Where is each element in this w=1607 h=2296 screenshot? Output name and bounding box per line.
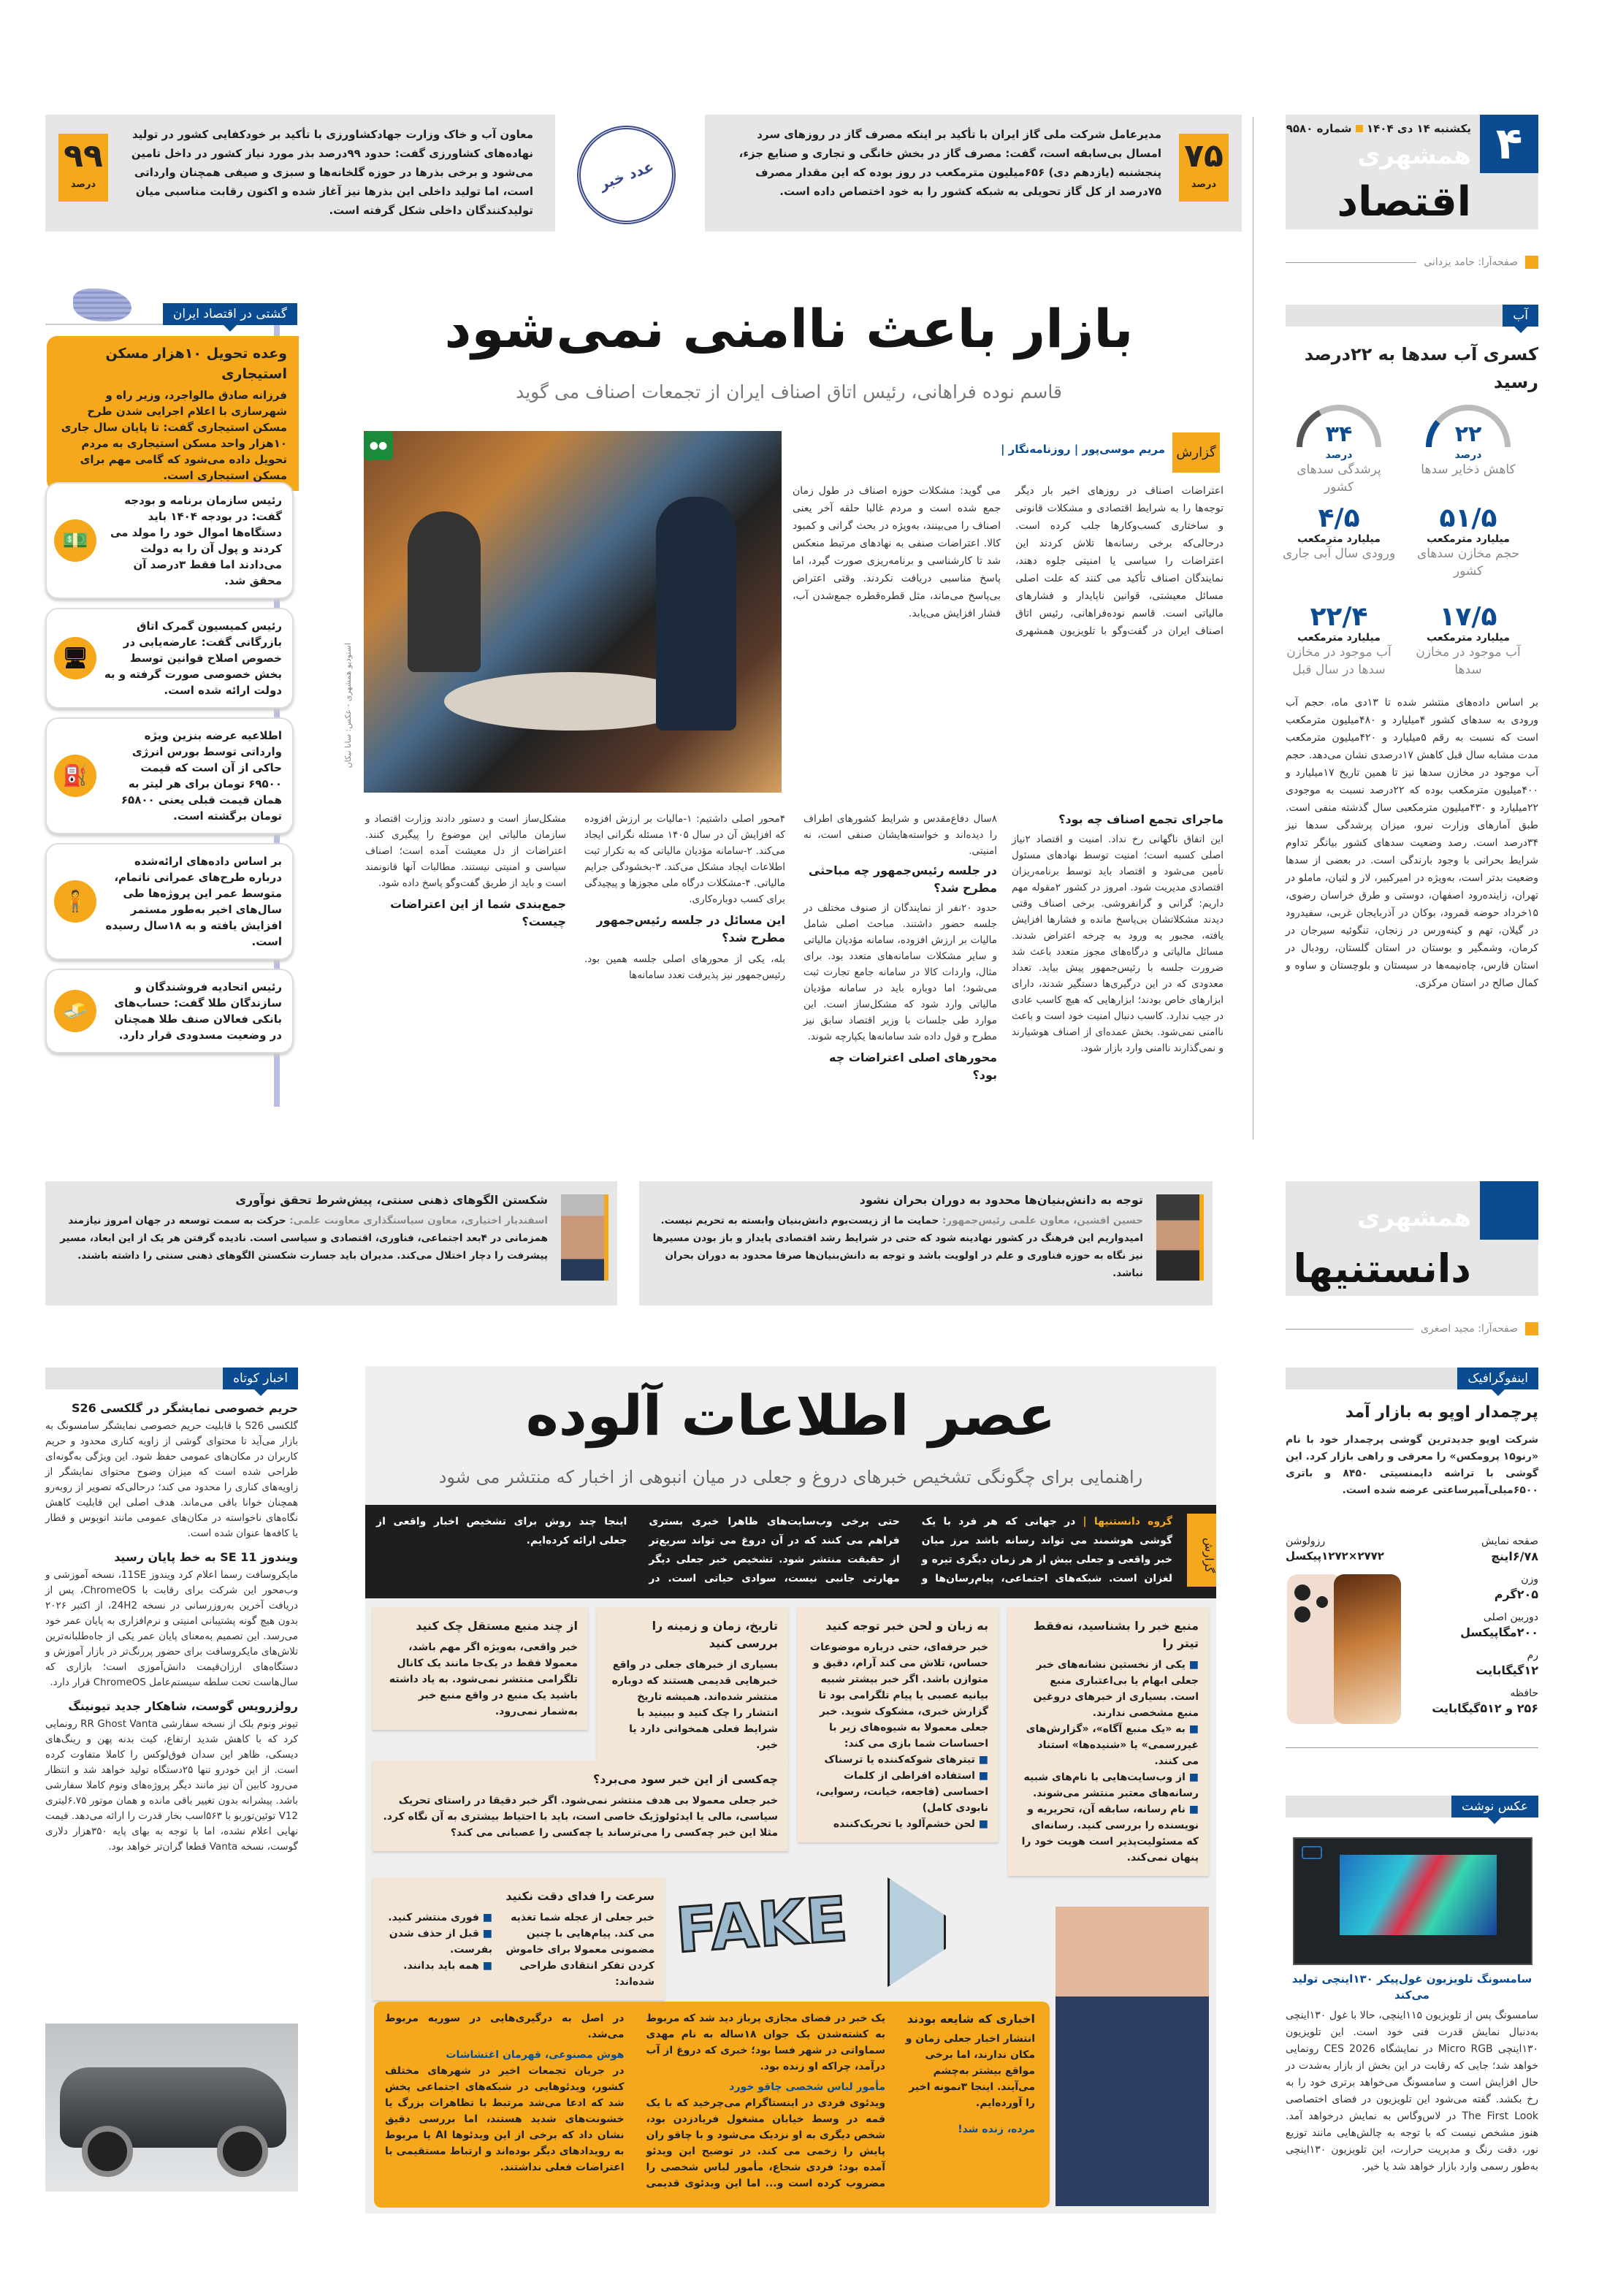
person-icon: 🧍 xyxy=(54,880,96,923)
quote-speaker: اسفندیار اختیاری، معاون سیاستگذاری معاونت علمی: xyxy=(289,1215,548,1227)
gauge-label: ۲۲ درصد کاهش ذخایر سدها xyxy=(1421,422,1516,477)
layout-credit: صفحه‌آرا: مجید اصغری xyxy=(1286,1322,1538,1335)
card-text: رئیس سازمان برنامه و بودجه گفت: در بودجه ۱۴۰۴ باید دستگاه‌ها اموال خود را مولد می کردند و پول آن را به دولت می‌دادند اما فقط ۳درصد آن محقق شد. xyxy=(110,494,282,587)
spec-item xyxy=(1407,1648,1538,1679)
infographic-body: شرکت اوپو جدیدترین گوشی پرچمدار خود با نام «رنو۱۵ پرومکس» را معرفی و راهی بازار کرد. این گوشی با تراشه دایمنسیتی ۸۴۵۰ و باتری ۶۵۰۰میلی‌آمپرساعتی عرضه شده است. xyxy=(1286,1434,1538,1496)
guest-figure xyxy=(408,511,481,672)
question: ماجرای تجمع اصناف چه بود؟ xyxy=(1058,812,1224,826)
card-text: بر اساس داده‌های ارائه‌شده درباره طرح‌های عمرانی ناتمام، متوسط عمر این پروژه‌ها طی سال‌های اخیر به‌طور مستمر افزایش یافته و به ۱۸سال رسیده است. xyxy=(105,855,282,948)
card-text: رئیس اتحادیه فروشندگان و سازندگان طلا گفت: حساب‌های بانکی فعالان صنف طلا همچنان در وضعیت مسدودی قرار دارد. xyxy=(114,980,282,1042)
question: محورهای اصلی اعتراضات چه بود؟ xyxy=(829,1050,997,1082)
news-body: تیونر ونوم بلک از نسخه سفارشی RR Ghost Vanta رونمایی کرد که با کاهش شدید ارتفاع، کیت بدنه پهن و رینگ‌های دیسکی، ظاهر این سدان فوق‌لوکس را کاملا متفاوت کرده است. از این خودرو تنها ۲۵دستگاه تولید خواهد شد و انتظار می‌رود کابین آن نیز مانند دیگر پروژه‌های ونوم کاملا سفارشی باشد. پیشرانه بدون تغییر باقی مانده و همان موتور ۶.۷۵لیتری V12 توئین‌توربو با ۵۶۳اسب بخار قدرت را ارائه می‌دهد. قیمت نهایی اعلام نشده، اما با توجه به بهای پایه ۳۵۰هزار دلاری گوست، نسخه Vanta قطعا گران‌تر خواهد بود. xyxy=(45,1718,298,1853)
date: یکشنبه ۱۴ دی ۱۴۰۴ xyxy=(1366,122,1471,135)
short-news-list xyxy=(45,1400,298,1855)
car-wheel xyxy=(82,2126,133,2177)
quote-title: شکستن الگوهای ذهنی سنتی، پیش‌شرط تحقق نوآوری xyxy=(235,1193,548,1207)
question: جمع‌بندی شما از این اعتراضات چیست؟ xyxy=(390,897,566,928)
spec-label: رم xyxy=(1527,1649,1538,1661)
spec-value: ۶/۷۸اینچ xyxy=(1491,1549,1538,1563)
fact-box-75 xyxy=(705,115,1242,232)
money-icon: 💵 xyxy=(54,519,96,562)
news-body: گلکسی S26 با قابلیت حریم خصوصی نمایشگر سامسونگ به بازار می‌آید تا محتوای گوشی از زاویه کناری محدود و حریم کاربران در مکان‌های عمومی حفظ شود. این ویژگی به‌گونه‌ای طراحی شده است که میزان وضوح محتوای نمایشگر از زاویه‌های کناری را محدود می کند؛ درحالی‌که تصویر از روبه‌رو همچنان خوانا باقی می‌ماند. هدف اصلی این قابلیت کاهش نگاه‌های ناخواسته در مکان‌های عمومی مانند اتوبوس و قطار یا کافه‌ها عنوان شده است. xyxy=(45,1420,298,1539)
tip-card-speed: سرعت را فدای دقت نکنید خبر جعلی از عجله شما تغذیه می کند. پیام‌هایی با چنین مضمونی معمولا برای خاموش کردن تفکر انتقادی طراحی شده‌اند: ■ فوری منتشر کنید. ■ قبل از حذف شدن بفرست. ■ همه باید بدانند. xyxy=(373,1877,665,2000)
intro-text: در جهانی که هر فرد با یک گوشی هوشمند می تواند رسانه باشد مرز میان خبر واقعی و جعلی بیش از هر زمان دیگری تیره و لغزان است. شبکه‌های اجتماعی، پیام‌رسان‌ها و حتی برخی وب‌سایت‌های ظاهرا خبری بستری فراهم می کنند که در آن دروغ می تواند سریع‌تر از حقیقت منتشر شود. تشخیص خبر جعلی دیگر مهارتی جانبی نیست، سوادی حیاتی است. در اینجا چند روش برای تشخیص اخبار واقعی از جعلی ارائه کرده‌ایم. xyxy=(376,1516,1172,1584)
quote-text: حمایت ما از زیست‌بوم دانش‌بنیان وابسته به تحریم نیست. امیدواریم این فرهنگ در کشور نهادینه شود که حتی در شرایط رشد اقتصادی پایدار و باز بودن مسیرها نیز نگاه به حوزه فناوری و علم در اولویت باشد و توجه به دانش‌بنیان‌ها صرفا محدود به دوران بحران نباشد. xyxy=(652,1215,1143,1279)
news-title: حریم خصوصی نمایشگر در گلکسی S26 xyxy=(72,1401,298,1415)
main-headline: بازار باعث ناامنی نمی‌شود xyxy=(444,298,1134,359)
answer: ۴محور اصلی داشتیم: ۱-مالیات بر ارزش افزوده که افزایش آن در سال ۱۴۰۵ مسئله نگرانی ایجاد می‌کند. ۲-سامانه مؤدیان مالیاتی که به تکرار ثبت اطلاعات ایجاد مشکل می‌کند. ۳-بخشودگی جرایم مالیاتی. ۴-مشکلات درگاه ملی مجوزها و پیچیدگی برای کسب دوباره‌کاری. xyxy=(584,813,786,905)
lead-text: اعتراضات اصناف در روزهای اخیر بار دیگر توجه‌ها را به شرایط اقتصادی و مشکلات قانونی و ساختاری کسب‌وکارها جلب کرده است. درحالی‌که برخی رسانه‌ها تلاش کردند این اعتراضات را سیاسی یا امنیتی جلوه دهند، نمایندگان اصناف تأکید می کنند که علت اصلی مسائل معیشتی، قوانین ناپایدار و فشارهای مالیاتی است. قاسم نوده‌فراهانی، رئیس اتاق اصناف ایران در گفت‌وگو با تلویزیون همشهری می گوید: مشکلات حوزه اصناف در طول زمان جمع شده است و مردم غالبا حلقه آخر یعنی اصناف را می‌بینند، به‌ویژه در بحث گرانی و کمبود کالا. اعتراضات صنفی به نهادهای مرتبط منعکس شد تا کارشناسی و برنامه‌ریزی صورت گیرد، اما پاسخ مناسبی دریافت نکردند. وقتی اعتراض بی‌پاسخ می‌ماند، مثل قطره‌قطره جمع‌شدن آب، فشار افزایش می‌یابد. xyxy=(793,485,1224,637)
rumors-box xyxy=(374,2002,1050,2208)
page-2 xyxy=(0,1154,1607,2296)
host-figure xyxy=(656,497,736,731)
water-title: کسری آب سدها به ۲۲درصد رسید xyxy=(1304,344,1538,392)
spec-item xyxy=(1407,1610,1538,1641)
tv-photo xyxy=(1293,1837,1532,1965)
tv-screen xyxy=(1340,1855,1497,1935)
car-wheel xyxy=(217,2126,268,2177)
rumors-intro: اخباری که شایعه بودند انتشار اخبار جعلی زمان و مکان ندارند، اما برخی مواقع بیشتر به‌چشم می‌آیند. اینجا ۳نمونه اخیر را آورده‌ایم. مرده، زنده شد! xyxy=(905,2012,1035,2135)
spec-item xyxy=(1407,1686,1538,1717)
feature-headline: عصر اطلاعات آلوده xyxy=(525,1383,1056,1448)
car-photo xyxy=(45,2024,298,2192)
answer: حدود ۲۰نفر از نمایندگان از صنوف مختلف در جلسه حضور داشتند. مباحث اصلی شامل مالیات بر ارزش افزوده، سامانه مؤدیان مالیاتی و سایر مشکلات سامانه‌های متعدد بود. برای مثال، واردات کالا در سامانه جامع تجارت ثبت می‌شود؛ اما دوباره باید در سامانه مؤدیان مالیاتی وارد شود که مشکل‌ساز است. این موارد طی جلسات با وزیر اقتصاد سابق نیز مطرح و قول داده شد سامانه‌ها یکپارچه شوند. xyxy=(804,902,997,1042)
photo-news-body: سامسونگ پس از تلویزیون ۱۱۵اینچی، حالا با غول ۱۳۰اینچی به‌دنبال نمایش قدرت فنی خود است. این تلویزیون ۱۳۰اینچی Micro RGB در نمایشگاه CES 2026 رونمایی خواهد شد؛ جایی که رقابت در این بخش از بازار به‌شدت در حال افزایش است و سامسونگ می‌خواهد برتری خود را به رخ بکشد. گفته می‌شود این تلویزیون در فضای اختصاصی The First Look در لاس‌وگاس به نمایش درخواهد آمد. هنوز مشخص نیست که با توجه به چالش‌هایی مانند توزیع نور، دقت رنگ و مدیریت حرارت، این تلویزیون ۱۳۰اینچی به‌طور رسمی وارد بازار خواهد شد یا خیر. xyxy=(1286,2010,1539,2173)
divider xyxy=(1286,1747,1538,1748)
sidebar-news-card xyxy=(45,482,294,599)
shouting-man-photo xyxy=(1056,1907,1209,2206)
answer: ۸سال دفاع‌مقدس و شرایط کشورهای اطراف را دیده‌اند و خواسته‌هایشان صنفی است، نه امنیتی. xyxy=(804,813,997,857)
sidebar-news-card xyxy=(45,717,294,834)
spec-label: حافظه xyxy=(1510,1687,1538,1699)
rumors-items: یک خبر در فضای مجازی پرباز دید شد که مربوط به کشته‌شدن یک جوان ۱۸ساله به نام مهدی سماواتی در شهر فسا بود؛ خبری که دروغ از آب درآمد، چراکه او زنده بود. مأمور لباس شخصی چاقو خورد ویدئوی فردی در اینستاگرام می‌چرخید که با یک قمه در وسط خیابان مشغول فریادزدن بود، شخص دیگری به او نزدیک می‌شود و با چاقو ران پایش را زخمی می کند. در توضیح این ویدئو آمده بود: فردی شجاع، مأمور لباس شخصی را مضروب کرده است و... اما این ویدئوی قدیمی در اصل به درگیری‌هایی در سوریه مربوط می‌شد. هوش مصنوعی، قهرمان اغتشاشات در جریان تجمعات اخیر در شهرهای مختلف کشور، ویدئوهایی در شبکه‌های اجتماعی پخش شد که ادعا می‌شد مرتبط با تظاهرات بزرگ یا خشونت‌های شدید هستند، اما بررسی دقیق نشان داد که برخی از این ویدئوها AI یا مربوط به رویدادهای دیگر بوده‌اند و ارتباط مستقیمی با اعتراضات فعلی نداشتند. xyxy=(385,2013,885,2189)
section-tag-infographic: اینفوگرافیک xyxy=(1286,1368,1538,1389)
stamp-logo: عدد خبر xyxy=(563,112,690,238)
news-item xyxy=(45,1549,298,1690)
main-subtitle: قاسم نوده فراهانی، رئیس اتاق اصناف ایران از تجمعات اصناف می گوید xyxy=(516,381,1062,403)
camera-icon xyxy=(1302,1846,1322,1859)
fact-text: معاون آب و خاک وزارت جهادکشاورزی با تأکید بر خودکفایی کشور در تولید نهاده‌های کشاورزی گفت: حدود ۹۹درصد بذر مورد نیاز کشور در داخل تامین می‌شود و برخی بذرها در حوزه گلخانه‌ها و سبزی و صیفی همچنان وارداتی است، اما تولید داخلی این بذرها نیز آغاز شده و اکنون رقابت مناسبی میان تولیدکنندگان داخلی شکل گرفته است. xyxy=(131,128,533,217)
lead-text: فرزانه صادق مالواجرد، وزیر راه و شهرسازی با اعلام اجرایی شدن طرح مسکن استیجاری گفت: تا پایان سال جاری ۱۰هزار واحد مسکن استیجاری به مردم تحویل داده می‌شود که گامی مهم برای مسکن استیجاری است. xyxy=(61,389,287,482)
tip-card-source: منبع خبر را بشناسید، نه‌فقط تیتر را ■ یکی از نخستین نشانه‌های خبر جعلی ابهام یا بی‌اعتباری منبع است. بسیاری از خبرهای دروغین منبع مشخصی ندارند. ■ به «یک منبع آگاه»، «گزارش‌های غیررسمی» یا «شنیده‌ها» استناد می کنند. ■ از وب‌سایت‌هایی با نام‌های شبیه رسانه‌های معتبر منتشر می‌شوند. ■ نام رسانه، سابقه آن، تحریریه و نویسنده را بررسی کنید. رسانه‌ای که مسئولیت‌پذیر است هویت خود را پنهان نمی‌کند. xyxy=(1008,1607,1209,1876)
news-body: مایکروسافت رسما اعلام کرد ویندوز 11SE، نسخه آموزشی و وب‌محور این شرکت برای رقابت با ChromeOS، پس از دریافت آخرین به‌روزرسانی در نسخه 24H2، از اکتبر ۲۰۲۶ بدون هیچ گونه پشتیبانی امنیتی و نرم‌افزاری به پایان عمر خود می‌رسد. این تصمیم به‌معنای پایان عمر یکی از جاه‌طلبانه‌ترین تلاش‌های مایکروسافت برای حضور پررنگ‌تر در بازار آموزش و دستگاه‌های ارزان‌قیمت دانش‌آموزی است؛ بازاری که سال‌هاست تحت سلطه سیستم‌عامل ChromeOS قرار دارد. xyxy=(45,1569,298,1688)
report-kicker: گزارش xyxy=(1187,1514,1216,1587)
intro-band xyxy=(365,1505,1216,1598)
infographic-title: پرچمدار اوپو به بازار آمد xyxy=(1345,1403,1538,1422)
question: این مسائل در جلسه رئیس‌جمهور مطرح شد؟ xyxy=(596,913,785,945)
sidebar-news-card xyxy=(45,608,294,709)
spec-label: دوربین اصلی xyxy=(1483,1612,1538,1623)
layout-credit: صفحه‌آرا: حامد یزدانی xyxy=(1286,256,1538,269)
fact-text: مدیرعامل شرکت ملی گاز ایران با تأکید بر اینکه مصرف گاز در روزهای سرد امسال بی‌سابقه است، گفت: مصرف گاز در بخش خانگی و تجاری و صنایع جزء، پنجشنبه (یازدهم دی) ۶۵۶میلیون مترمکعب در روز بوده که این مقدار مصرف ۷۵درصد از کل گاز تحویلی به شبکه کشور را به خود اختصاص داده است. xyxy=(738,128,1161,198)
gauge-label: ۳۴ درصد پرشدگی سدهای کشور xyxy=(1297,422,1381,495)
stat-current-water: ۱۷/۵ میلیارد مترمکعب آب موجود در مخازن سدها xyxy=(1416,602,1521,677)
question: در جلسه رئیس‌جمهور چه مباحثی مطرح شد؟ xyxy=(808,863,997,895)
lead-title: وعده تحویل ۱۰هزار مسکن استیجاری xyxy=(105,346,287,382)
article-col-4 xyxy=(365,811,566,935)
interview-photo xyxy=(364,431,782,793)
tv-logo-icon: ●● xyxy=(364,431,393,460)
fuel-pump-icon: ⛽ xyxy=(54,755,96,797)
quote-box-afshin xyxy=(639,1181,1213,1305)
megaphone-icon xyxy=(888,1877,946,1987)
section-title: اقتصاد xyxy=(1337,178,1471,226)
date-issue xyxy=(1286,121,1471,137)
page-number: ۴ xyxy=(1480,115,1538,173)
article-col-3 xyxy=(584,811,785,983)
spec-item xyxy=(1407,1572,1538,1603)
feature-subtitle: راهنمایی برای چگونگی تشخیص خبرهای دروغ و جعلی در میان انبوهی از اخبار که منتشر می شود xyxy=(438,1467,1143,1487)
brand-logo: همشهری xyxy=(1357,1203,1471,1232)
avatar xyxy=(561,1194,608,1281)
answer: بله، یکی از محورهای اصلی جلسه همین بود. رئیس‌جمهور نیز پذیرفت تعدد سامانه‌ها xyxy=(584,953,785,981)
sidebar-news-card xyxy=(45,969,294,1053)
section-tag-photo-news: عکس نوشت xyxy=(1286,1796,1538,1818)
masthead-square xyxy=(1480,1181,1538,1240)
stat-reservoir-volume: ۵۱/۵ میلیارد مترمکعب حجم مخازن سدهای کشور xyxy=(1416,503,1520,579)
quote-speaker: حسین افشین، معاون علمی رئیس‌جمهور: xyxy=(942,1215,1143,1227)
fake-label: FAKE xyxy=(673,1883,850,1967)
fact-badge: ۹۹ درصد xyxy=(58,134,108,202)
report-kicker: گزارش xyxy=(1172,432,1220,473)
issue-number: شماره ۹۵۸۰ xyxy=(1286,122,1352,135)
quote-box-ekhtiari xyxy=(45,1181,617,1305)
news-item xyxy=(45,1400,298,1541)
answer: مشکل‌ساز است و دستور دادند وزارت اقتصاد و سازمان مالیاتی این موضوع را پیگیری کنند. اعتراضات از دل معیشت آمده است؛ اصناف سیاسی و امنیتی نیستند. مطالبات آنها قانونمند است و باید از طریق گفت‌وگو پاسخ داده شود. xyxy=(365,813,566,889)
spec-value: ۲۰۰مگاپیکسل xyxy=(1460,1625,1538,1639)
tip-card-sources: از چند منبع مستقل چک کنید خبر واقعی، به‌ویژه اگر مهم باشد، معمولا فقط در یک‌جا مانند یک کانال تلگرامی منتشر نمی‌شود. به یاد داشته باشید یک منبع در واقع منبع خبر به‌شمار نمی‌رود. xyxy=(373,1607,588,1730)
section-title: دانستنیها xyxy=(1293,1246,1471,1292)
avatar xyxy=(1156,1194,1204,1281)
phone-image xyxy=(1287,1574,1404,1724)
fact-box-99 xyxy=(45,115,555,232)
sidebar-lead xyxy=(47,336,299,491)
article-col-2 xyxy=(804,811,997,1084)
gold-bars-icon: 🧈 xyxy=(54,990,96,1032)
quote-title: توجه به دانش‌بنیان‌ها محدود به دوران بحران نشود xyxy=(859,1193,1143,1207)
quote-text: حرکت به سمت توسعه در جهان امروز نیازمند همزمانی در ۴بعد اجتماعی، فناوری، اقتصادی و سیاسی است. نادیده گرفتن هر یک از این ابعاد، مسیر پیشرفت را دچار اختلال می‌کند. مدیران باید جسارت شکستن الگوهای ذهنی سنتی را داشته باشند. xyxy=(60,1215,548,1262)
feature-panel xyxy=(365,1366,1216,2213)
brand-logo: همشهری xyxy=(1357,141,1471,170)
news-title: ویندوز 11 SE به خط پایان رسید xyxy=(114,1550,298,1564)
masthead xyxy=(1286,115,1538,229)
photo-credit: استودیو همشهری - عکس: سانا نیکان xyxy=(343,643,353,768)
stat-last-year-water: ۲۲/۴ میلیارد مترمکعب آب موجود در مخازن سدها در سال قبل xyxy=(1286,602,1392,677)
sidebar-news-card xyxy=(45,843,294,960)
sidebar-card-list xyxy=(45,482,294,1053)
fake-megaphone-illustration xyxy=(673,1877,946,1994)
resolution-spec: رزولوشن ۲۷۷۲×۱۲۷۲پیکسل xyxy=(1286,1536,1384,1563)
spec-value: ۲۵۶ و ۵۱۲گیگابایت xyxy=(1432,1701,1538,1715)
news-title: رولزرویس گوست، شاهکار جدید تیونینگ xyxy=(68,1699,298,1713)
byline: مریم موسی‌پور | روزنامه‌نگار | xyxy=(1000,443,1165,456)
office-worker-icon: 🖥 xyxy=(54,637,96,679)
tip-card-who-benefits: چه‌کسی از این خبر سود می‌برد؟ خبر جعلی معمولا بی هدف منتشر نمی‌شود. اگر خبر دقیقا در راستای تحریک سیاسی، مالی یا ایدئولوژیک خاصی است، باید با احتیاط بیشتری به آن نگاه کرد. مثلا این خبر چه‌کسی را می‌ترساند یا چه‌کسی را عصبانی می کند؟ xyxy=(373,1761,788,1851)
tip-card-date: تاریخ، زمان و زمینه را بررسی کنید بسیاری از خبرهای جعلی در واقع خبرهایی قدیمی هستند که دوباره منتشر شده‌اند. همیشه تاریخ انتشار را چک کنید و ببینید با شرایط فعلی همخوانی دارد یا خیر. xyxy=(597,1607,788,1763)
water-body: بر اساس داده‌های منتشر شده تا ۱۳دی ماه، حجم آب ورودی به سدهای کشور ۴میلیارد و ۴۸۰میلیون مترمکعب است که نسبت به رقم ۵میلیارد و ۴۲۰میلیون مترمکعب مدت مشابه سال قبل کاهش ۱۷درصدی نشان می‌دهد. حجم آب موجود در مخازن سدها نیز تا همین تاریخ ۱۷میلیارد و ۴۰۰میلیون مترمکعب بوده که ۲۲درصد نسبت به موجودی ۲۲میلیارد و ۴۳۰میلیون مترمکعبی سال گذشته منفی است. طبق آمارهای وزارت نیرو، میزان پرشدگی سدها نیز ۳۴درصد است. رصد وضعیت سدهای کشور بیانگر تداوم شرایط بحرانی با وجود بارندگی است. در بعضی از سدها وضعیت بدتر است، به‌ویژه در امیرکبیر، لار و لتیان، ماملو در تهران، زاینده‌رود اصفهان، دوستی و طرق خراسان رضوی، ۱۵خرداد حوضه قمرود، بوکان در آذربایجان غربی، سفیدرود در گیلان، تهم و کینه‌ورس در زنجان، تنگوئیه سیرجان در کرمان، وشمگیر و بوستان در استان گلستان، رودبال در استان فارس، چاه‌نیمه‌ها در سیستان و بلوچستان و ساوه و کمال صالح در استان مرکزی. xyxy=(1286,697,1538,989)
phone-front xyxy=(1334,1574,1401,1724)
spec-value: ۱۲گیگابایت xyxy=(1476,1663,1538,1677)
card-text: رئیس کمیسیون گمرک اتاق بازرگانی گفت: عارضه‌یابی در خصوص اصلاح قوانین توسط بخش خصوصی صورت گرفته و به دولت ارائه شده است. xyxy=(104,619,282,697)
article-col-1 xyxy=(1012,811,1224,1056)
spec-label: صفحه نمایش xyxy=(1481,1536,1538,1547)
fact-badge: ۷۵ درصد xyxy=(1179,134,1229,202)
stat-inflow: ۴/۵ میلیارد مترمکعب ورودی سال آبی جاری xyxy=(1282,503,1396,561)
photo-news-title: سامسونگ تلویزیون غول‌پیکر ۱۳۰اینچی تولید می‌کند xyxy=(1291,1972,1532,2002)
section-tag-water: آب xyxy=(1286,305,1538,327)
section-tag-sidebar: گشتی در اقتصاد ایران xyxy=(45,303,297,325)
spec-value: ۲۰۵گرم xyxy=(1494,1587,1538,1601)
masthead xyxy=(1286,1181,1538,1296)
spec-label: وزن xyxy=(1521,1574,1538,1585)
tip-card-tone: به زبان و لحن خبر توجه کنید خبر حرفه‌ای، حتی درباره موضوعات حساس، تلاش می کند آرام، دقیق و متوازن باشد. اگر خبر بیشتر شبیه بیانیه عصبی یا پیام تلگرامی بود تا گزارش خبری، مشکوک شوید. خبر جعلی معمولا به شیوه‌های زیر با احساسات شما بازی می کند: ■ تیترهای شوکه‌کننده یا ترسناک ■ استفاده افراطی از کلمات احساسی (فاجعه، خیانت، رسوایی، نابودی کامل) ■ لحن خشم‌آلود یا تحریک‌کننده xyxy=(798,1607,999,1842)
spec-list xyxy=(1407,1534,1538,1724)
byline: گروه دانستنیها | xyxy=(1083,1516,1173,1528)
answer: این اتفاق ناگهانی رخ نداد. امنیت و اقتصاد ۲نیاز اصلی کسبه است؛ امنیت توسط نهادهای مسئول تأمین می‌شود و اقتصاد باید توسط برنامه‌ریزان اقتصادی مدیریت شود. امروز در کشور ۲مقوله مهم داریم: گرانی و گرانفروشی. برخی اصناف وقتی دیدند مشکلاتشان بی‌پاسخ مانده و فشارها افزایش یافته، مجبور به ورود به چرخه اعتراض شدند. مسائل مالیاتی و درگاه‌های مجوز متعدد باعث شد ضرورت جلسه با رئیس‌جمهور پیش بیاید. تعداد معدودی که در این درگیری‌ها دستگیر شدند، دارای ابزارهای خاص بودند؛ ابزارهایی که هیچ کاسب عادی در جیب ندارد. کاسب دنبال امنیت خود است و باعث ناامنی نمی‌شود. بخش عمده‌ای از اصناف هوشیارند و نمی‌گذارند ناامنی وارد بازار شود. xyxy=(1012,834,1224,1054)
spec-item xyxy=(1407,1534,1538,1565)
news-item xyxy=(45,1698,298,1855)
card-text: اطلاعیه عرضه بنزین ویژه وارداتی توسط بورس انرژی حاکی از آن است که قیمت ۶۹۵۰۰ تومان برای هر لیتر به همان قیمت قبلی یعنی ۶۵۸۰۰ تومان برگشته است. xyxy=(121,729,282,823)
section-tag-short-news: اخبار کوتاه xyxy=(45,1368,298,1389)
